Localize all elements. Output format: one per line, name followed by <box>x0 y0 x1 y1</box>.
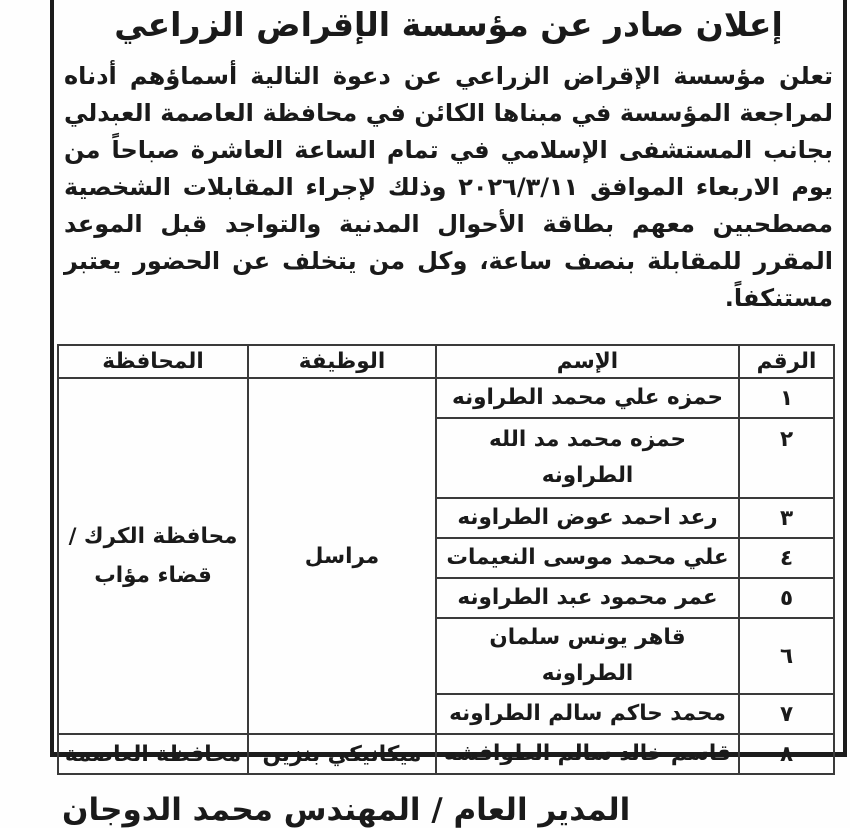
cell-name <box>436 618 739 694</box>
name-line: حمزه محمد مد الله <box>488 427 687 452</box>
name-line: علي محمد موسى النعيمات <box>446 545 729 570</box>
announcement-title: إعلان صادر عن مؤسسة الإقراض الزراعي <box>114 5 783 44</box>
header-name: الإسم <box>436 345 739 378</box>
header-number: الرقم <box>739 345 834 378</box>
name-line: حمزه علي محمد الطراونه <box>452 385 723 410</box>
cell-number: ٢ <box>739 418 834 498</box>
cell-name <box>436 378 739 418</box>
announcement-body: تعلن مؤسسة الإقراض الزراعي عن دعوة التالية أسماؤهم أدناه لمراجعة المؤسسة في مبناها الكائن في محافظة العاصمة العبدلي بجانب المستشفى الإسلامي في تمام الساعة العاشرة صباحاً من يوم الاربعاء الموافق ٢٠٢٦/٣/١١ وذلك لإجراء المقابلات الشخصية مصطحبين معهم بطاقة الأحوال المدنية والتواجد قبل الموعد المقرر للمقابلة بنصف ساعة، وكل من يتخلف عن الحضور يعتبر مستنكفاً. <box>64 62 834 312</box>
table-row <box>58 734 834 774</box>
cell-number: ٥ <box>739 578 834 618</box>
cell-number: ٦ <box>739 618 834 694</box>
cell-number: ٤ <box>739 538 834 578</box>
header-governorate: المحافظة <box>58 345 248 378</box>
cell-name <box>436 694 739 734</box>
cell-name <box>436 498 739 538</box>
name-line: رعد احمد عوض الطراونه <box>457 505 718 530</box>
name-line: قاسم خالد سالم الطوافشه <box>443 741 732 766</box>
governorate-line: محافظة الكرك / <box>68 524 238 549</box>
header-job: الوظيفة <box>248 345 436 378</box>
cell-number: ٣ <box>739 498 834 538</box>
cell-job-merged: مراسل <box>248 378 436 734</box>
table-row <box>58 378 834 418</box>
name-line: قاهر يونس سلمان الطراونه <box>489 625 686 686</box>
cell-number: ٨ <box>739 734 834 774</box>
announcement-frame <box>50 0 847 828</box>
cell-number: ١ <box>739 378 834 418</box>
table-header-row <box>58 345 834 378</box>
cell-governorate-merged <box>58 378 248 734</box>
cell-governorate: محافظة العاصمة <box>58 734 248 774</box>
cell-name <box>436 418 739 498</box>
cell-number: ٧ <box>739 694 834 734</box>
name-line: عمر محمود عبد الطراونه <box>457 585 718 610</box>
cell-name <box>436 538 739 578</box>
name-line: الطراونه <box>541 463 634 488</box>
name-line: محمد حاكم سالم الطراونه <box>449 701 726 726</box>
governorate-line: قضاء مؤاب <box>94 563 212 588</box>
cell-name <box>436 578 739 618</box>
signature-line: المدير العام / المهندس محمد الدوجان <box>62 792 631 828</box>
cell-name <box>436 734 739 774</box>
applicants-table <box>57 344 835 775</box>
cell-job: ميكانيكي بنزين <box>248 734 436 774</box>
